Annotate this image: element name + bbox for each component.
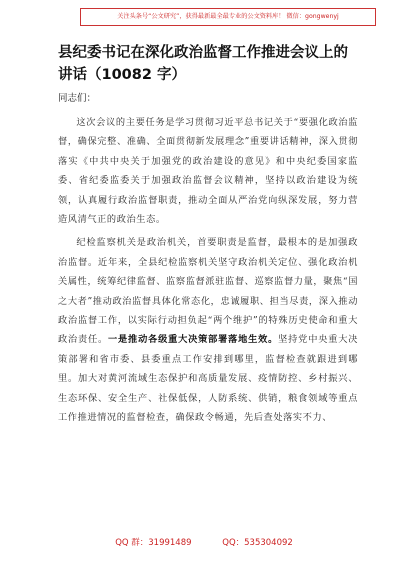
paragraph-2 [58,233,358,427]
page-title: 县纪委书记在深化政治监督工作推进会议上的讲话（10082 字） [58,45,348,83]
paragraph-2-text: 纪检监察机关是政治机关，首要职责是监督，最根本的是加强政治监督。近年来，全县纪检监察机关坚守政治机关定位、强化政治机关属性，统筹纪律监督、监察监督派驻监督、巡察监督力量，聚焦“国之大者”推动政治监督具体化常态化，忠诚履职、担当尽责，深入推动政治监督工作，以实际行动担负起“两个维护”的特殊历史使命和重大政治责任。 [58,237,358,346]
paragraph-2-continuation: 坚持党中央重大决策部署和省市委、县委重点工作安排到哪里，监督检查就跟进到哪里。加大对黄河流域生态保护和高质量发展、疫情防控、乡村振兴、生态环保、安全生产、社保低保，人防系统、供销，粮食领域等重点工作推进情况的监督检查，确保政令畅通，先后查处落实不力、 [58,334,359,424]
header-banner: 关注头条号“公文研究”，获得最新最全最专业的公文资料库！ 微信：gongwenyj [80,8,376,26]
page-footer [0,536,408,548]
greeting: 同志们： [58,93,97,104]
document-body [58,113,358,432]
paragraph-1: 这次会议的主要任务是学习贯彻习近平总书记关于“要强化政治监督，确保完整、准确、全面贯彻新发展理念”重要讲话精神，深入贯彻落实《中共中央关于加强党的政治建设的意见》和中央纪委国家监委、省纪委监委关于加强政治监督会议精神，坚持以政治建设为统领，认真履行政治监督职责，推动全面从严治党向纵深发展，努力营造风清气正的政治生态。 [58,117,358,226]
paragraph-2-bold-heading: 一是推动各级重大决策部署落地生效。 [108,334,279,346]
footer-qq: QQ：535304092 [222,538,293,548]
footer-qq-group: QQ 群：31991489 [115,538,192,548]
